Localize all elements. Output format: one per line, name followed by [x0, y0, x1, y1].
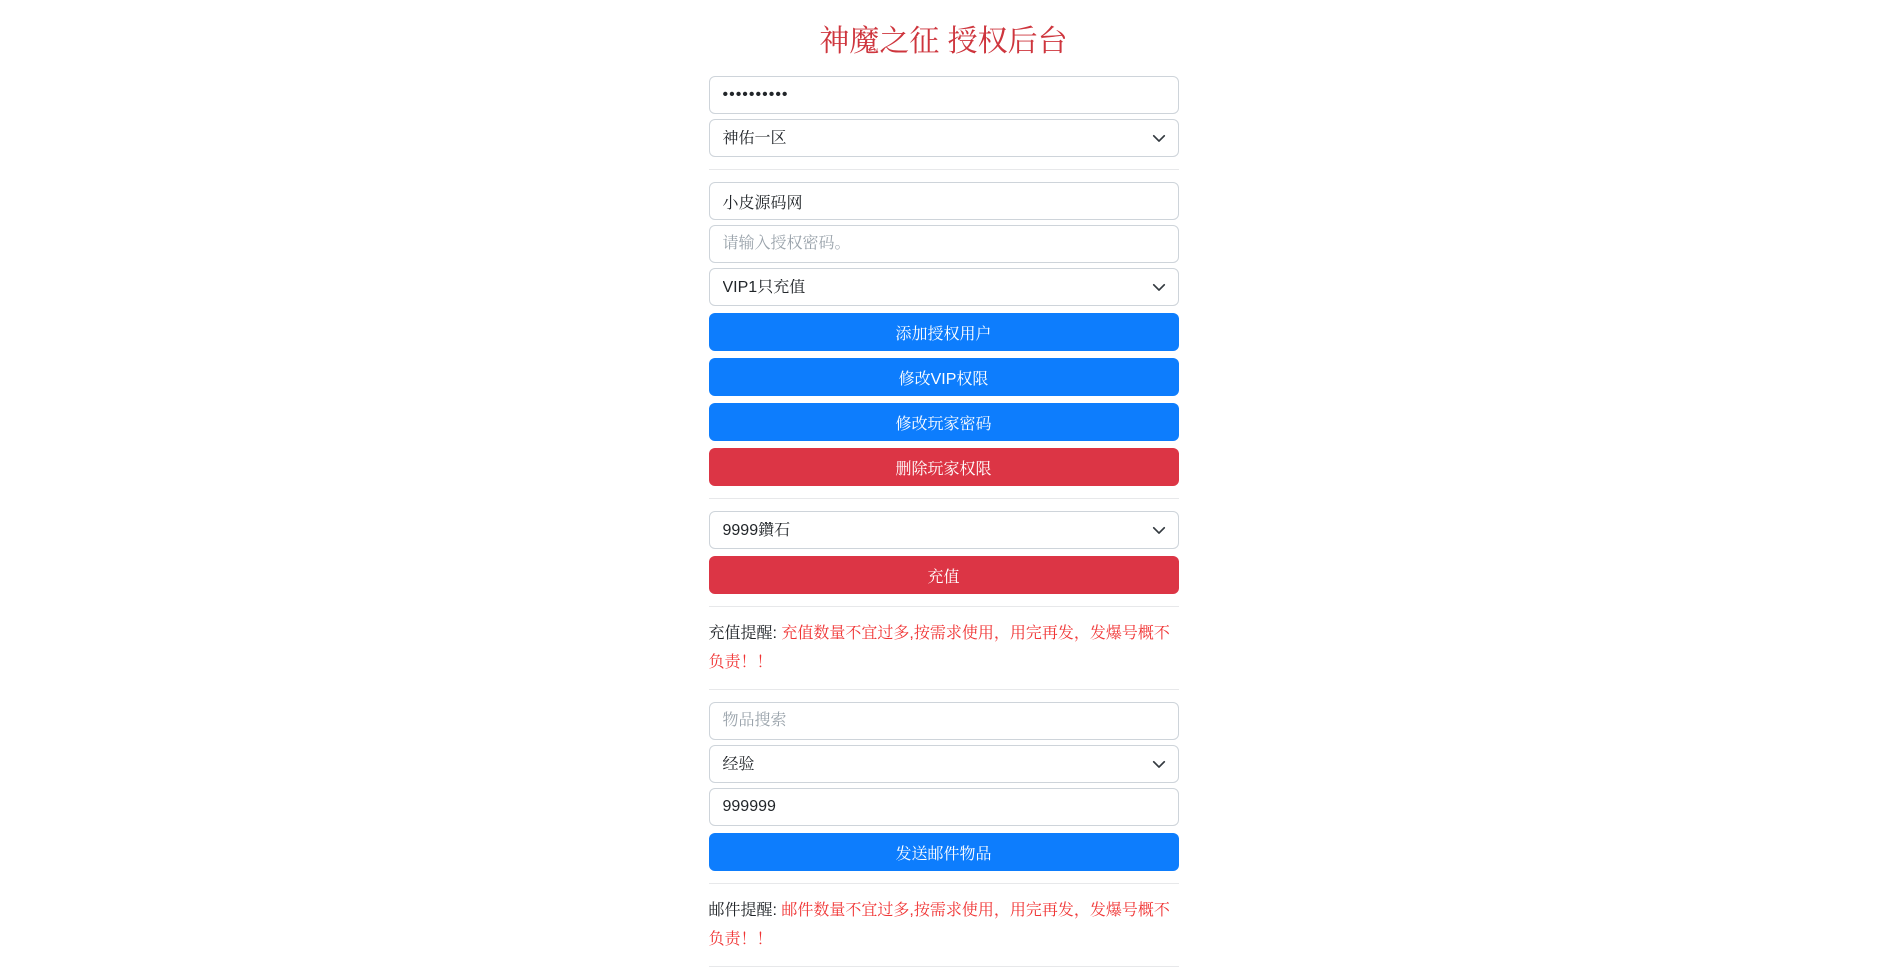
divider: [709, 498, 1179, 499]
recharge-notice-prefix: 充值提醒:: [708, 625, 782, 642]
mail-notice-text: 邮件数量不宜过多,按需求使用，用完再发，发爆号概不负责！！: [708, 902, 1170, 948]
add-user-button[interactable]: 添加授权用户: [709, 313, 1179, 351]
mail-notice-prefix: 邮件提醒:: [708, 902, 782, 919]
vip-select[interactable]: [709, 268, 1179, 306]
send-mail-button[interactable]: 发送邮件物品: [709, 833, 1179, 871]
username-input[interactable]: [709, 182, 1179, 220]
mail-item-select[interactable]: [709, 745, 1179, 783]
mail-notice: [709, 896, 1179, 954]
auth-admin-page: [709, 0, 1179, 967]
delete-user-button[interactable]: 删除玩家权限: [709, 448, 1179, 486]
divider: [709, 883, 1179, 884]
server-select-wrap: [709, 119, 1179, 157]
item-search-input[interactable]: [709, 702, 1179, 740]
recharge-button[interactable]: 充值: [709, 556, 1179, 594]
recharge-item-select[interactable]: [709, 511, 1179, 549]
quantity-input[interactable]: [709, 788, 1179, 826]
recharge-notice: [709, 619, 1179, 677]
divider: [709, 169, 1179, 170]
divider: [709, 689, 1179, 690]
admin-password-input[interactable]: [709, 76, 1179, 114]
recharge-item-select-wrap: [709, 511, 1179, 549]
vip-select-wrap: [709, 268, 1179, 306]
modify-password-button[interactable]: 修改玩家密码: [709, 403, 1179, 441]
modify-vip-button[interactable]: 修改VIP权限: [709, 358, 1179, 396]
auth-password-input[interactable]: [709, 225, 1179, 263]
server-select[interactable]: [709, 119, 1179, 157]
divider: [709, 606, 1179, 607]
page-title: 神魔之征 授权后台: [819, 25, 1068, 58]
recharge-notice-text: 充值数量不宜过多,按需求使用，用完再发，发爆号概不负责！！: [708, 625, 1170, 671]
mail-item-select-wrap: [709, 745, 1179, 783]
